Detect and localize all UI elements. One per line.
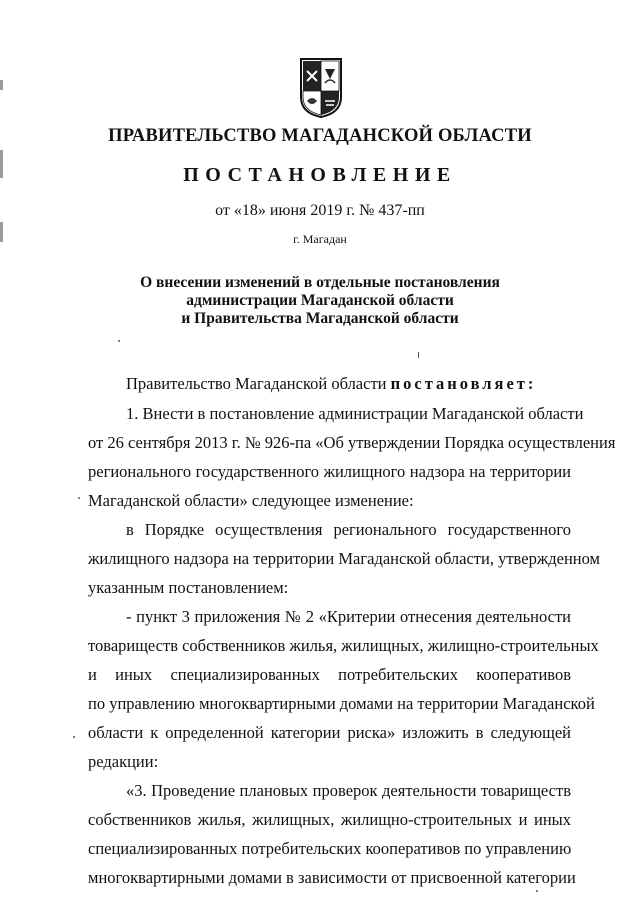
- body-line: «3. Проведение плановых проверок деятельности товариществ: [126, 781, 571, 800]
- document-subject: [0, 274, 640, 328]
- subject-line: администрации Магаданской области: [186, 292, 454, 309]
- intro-text: Правительство Магаданской области: [126, 374, 391, 393]
- scan-speck: [536, 890, 538, 892]
- document-city: г. Магадан: [293, 232, 347, 246]
- subject-line: О внесении изменений в отдельные постановления: [140, 274, 500, 291]
- body-line: по управлению многоквартирными домами на территории Магаданской: [88, 694, 595, 713]
- body-line: регионального государственного жилищного надзора на территории: [88, 462, 571, 481]
- body-line: в Порядке осуществления регионального государственного: [126, 520, 571, 539]
- subject-line: и Правительства Магаданской области: [181, 310, 459, 327]
- coat-of-arms-emblem: [299, 57, 343, 119]
- body-line: от 26 сентября 2013 г. № 926-па «Об утверждении Порядка осуществления: [88, 433, 616, 452]
- body-line: специализированных потребительских кооперативов по управлению: [88, 839, 572, 858]
- body-line: 1. Внести в постановление администрации Магаданской области: [126, 404, 584, 423]
- scan-speck: [78, 497, 80, 499]
- body-line: многоквартирными домами в зависимости от присвоенной категории: [88, 868, 576, 887]
- body-line: Магаданской области» следующее изменение:: [88, 491, 414, 510]
- intro-paragraph: [126, 374, 576, 394]
- document-date-number: от «18» июня 2019 г. № 437-пп: [215, 202, 425, 219]
- body-line: собственников жилья, жилищных, жилищно-строительных и иных: [88, 810, 571, 829]
- scan-speck: [73, 736, 75, 738]
- organization-name: ПРАВИТЕЛЬСТВО МАГАДАНСКОЙ ОБЛАСТИ: [108, 126, 532, 146]
- body-line: товариществ собственников жилья, жилищных, жилищно-строительных: [88, 636, 599, 655]
- scan-edge-mark: [0, 80, 3, 90]
- body-line: - пункт 3 приложения № 2 «Критерии отнесения деятельности: [126, 607, 571, 626]
- body-line: и иных специализированных потребительских кооперативов: [88, 665, 571, 684]
- scan-speck: [118, 340, 120, 342]
- body-line: области к определенной категории риска» изложить в следующей: [88, 723, 571, 742]
- intro-keyword: постановляет:: [390, 374, 537, 393]
- body-line: редакции:: [88, 752, 159, 771]
- scan-edge-mark: [0, 150, 3, 178]
- body-line: жилищного надзора на территории Магаданской области, утвержденном: [88, 549, 600, 568]
- body-line: указанным постановлением:: [88, 578, 289, 597]
- scan-edge-mark: [0, 222, 3, 242]
- scan-speck: [418, 352, 419, 358]
- document-type: ПОСТАНОВЛЕНИЕ: [183, 164, 457, 186]
